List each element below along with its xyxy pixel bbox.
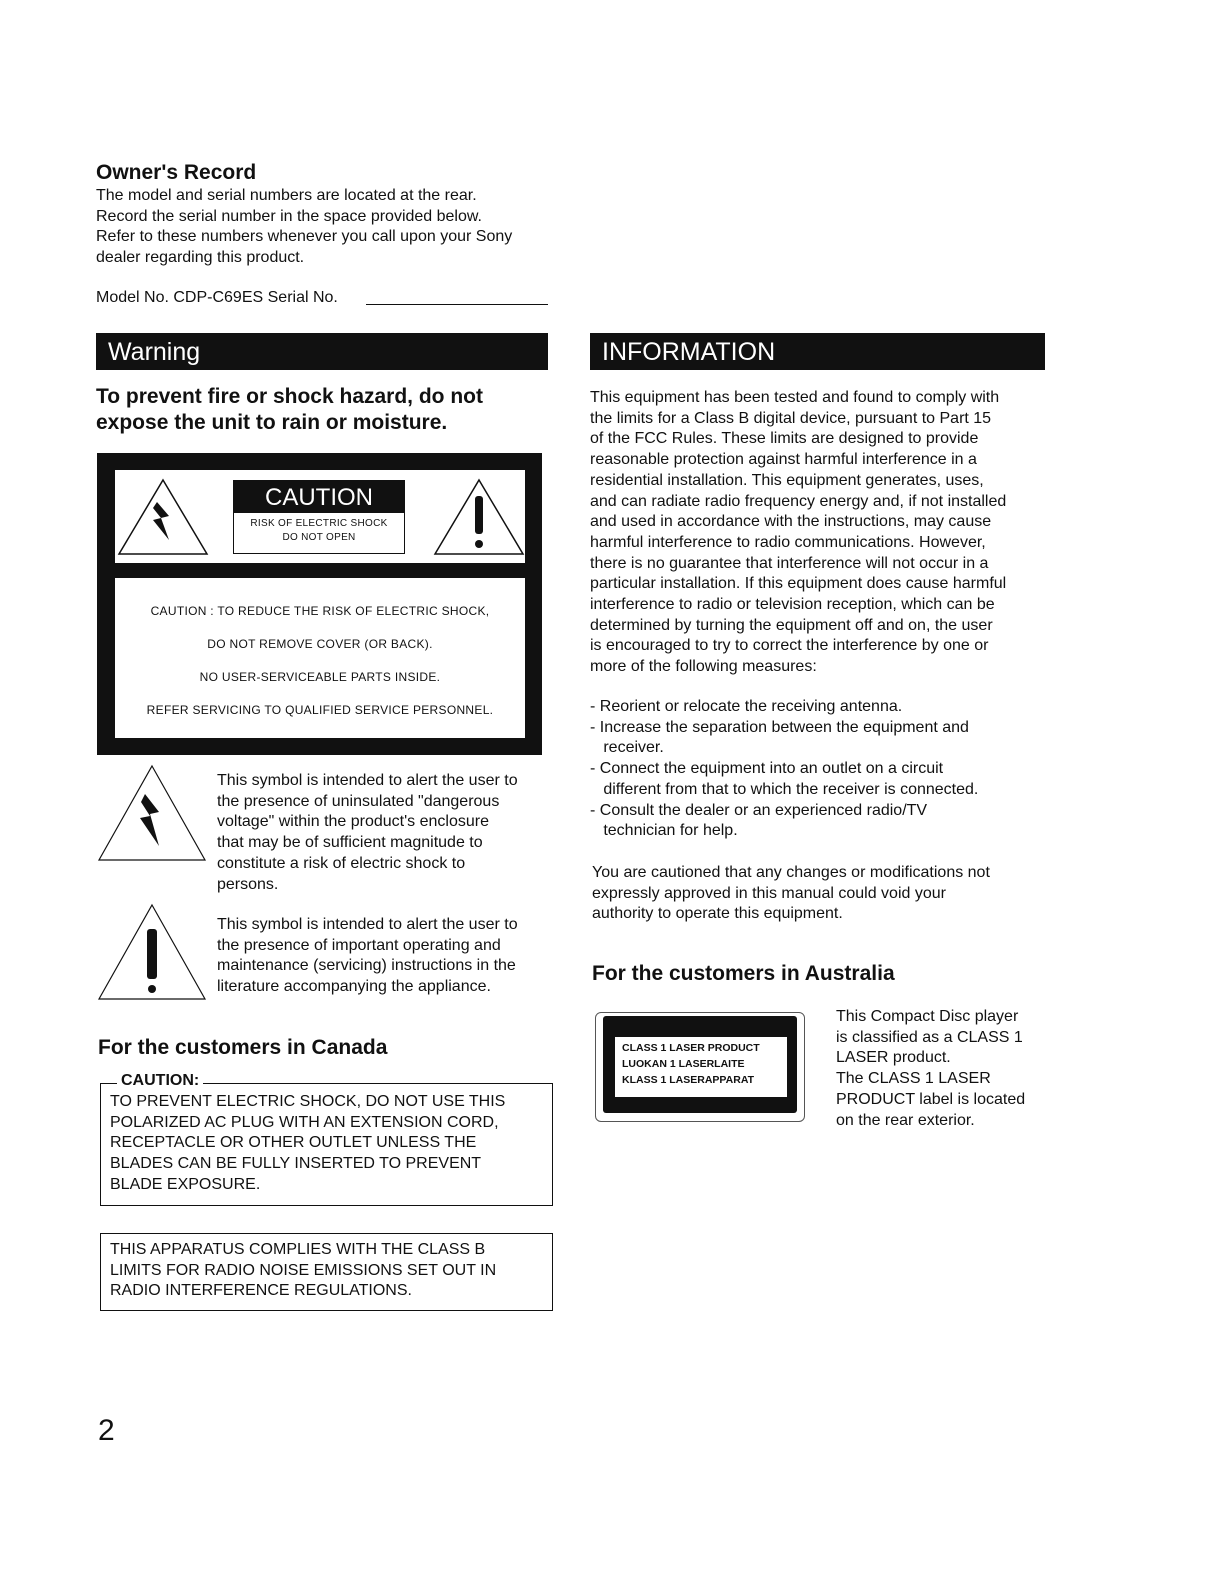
australia-heading: For the customers in Australia [592,962,895,985]
list-item: - Reorient or relocate the receiving antenna. [590,698,903,715]
caution-top-panel [115,470,525,563]
text-line: BLADE EXPOSURE. [110,1175,261,1193]
text-line: persons. [217,875,279,893]
text-line: and can radiate radio frequency energy and, if not installed [590,492,1007,510]
caution-line: NO USER-SERVICEABLE PARTS INSIDE. [199,670,441,684]
caution-line: CAUTION : TO REDUCE THE RISK OF ELECTRIC SHOCK, [150,604,490,618]
text-line: Refer to these numbers whenever you call upon your Sony [96,228,513,246]
text-line: RECEPTACLE OR OTHER OUTLET UNLESS THE [110,1134,477,1152]
text-line: LASER product. [836,1049,951,1067]
text-line: there is no guarantee that interference will not occur in a [590,554,989,572]
text-line: POLARIZED AC PLUG WITH AN EXTENSION CORD, [110,1113,499,1131]
text-line: that may be of sufficient magnitude to [217,834,483,852]
serial-blank [366,304,548,305]
text-line: interference to radio or television reception, which can be [590,596,995,614]
caution-bottom-panel [115,578,525,738]
lightning-triangle-icon [117,478,209,556]
warning-heading [96,384,483,436]
model-line [96,288,338,309]
list-item: technician for help. [590,822,738,840]
text-line: the presence of uninsulated "dangerous [217,792,500,810]
text-line: authority to operate this equipment. [592,905,843,923]
list-item: receiver. [590,739,664,757]
text-line: Record the serial number in the space provided below. [96,207,482,225]
text-line: You are cautioned that any changes or modifications not [592,864,990,881]
warning-bar: Warning [96,333,548,370]
text-line: is classified as a CLASS 1 [836,1028,1023,1046]
text-line: dealer regarding this product. [96,249,305,267]
text-line: TO PREVENT ELECTRIC SHOCK, DO NOT USE THIS [110,1093,506,1110]
text-line: and used in accordance with the instructions, may cause [590,513,992,531]
information-paragraph [590,388,1006,678]
text-line: harmful interference to radio communications. However, [590,533,986,551]
text-line: determined by turning the equipment off and on, the user [590,616,993,634]
caution-box [233,480,405,554]
measures-list [590,697,978,842]
caution-label [97,453,542,755]
owners-record-text [96,186,512,269]
apparatus-text [110,1240,496,1302]
text-line: maintenance (servicing) instructions in the [217,957,516,975]
text-line: This symbol is intended to alert the user to [217,916,518,933]
model-text: Model No. CDP-C69ES Serial No. [96,289,338,306]
laser-label [595,1012,805,1122]
list-item: - Increase the separation between the equipment and [590,718,969,736]
canada-caution-text [110,1092,505,1196]
text-line: The model and serial numbers are located at the rear. [96,187,477,204]
text-line: on the rear exterior. [836,1111,975,1129]
label-line: KLASS 1 LASERAPPARAT [622,1074,755,1086]
caution-title: CAUTION [234,481,404,513]
text-line: literature accompanying the appliance. [217,978,491,996]
text-line: more of the following measures: [590,658,817,676]
text-line: This equipment has been tested and found to comply with [590,389,1000,406]
list-item: - Connect the equipment into an outlet on a circuit [590,760,944,778]
text-line: the limits for a Class B digital device, pursuant to Part 15 [590,409,992,427]
caution-line: DO NOT REMOVE COVER (OR BACK). [207,637,433,651]
caution-sub: DO NOT OPEN [282,532,356,543]
list-item: - Consult the dealer or an experienced radio/TV [590,801,928,819]
text-line: the presence of important operating and [217,936,501,954]
owners-record-title: Owner's Record [96,161,257,184]
text-line: expressly approved in this manual could void your [592,884,946,902]
canada-caution-box [100,1072,553,1206]
text-line: RADIO INTERFERENCE REGULATIONS. [110,1282,412,1300]
text-line: THIS APPARATUS COMPLIES WITH THE CLASS B [110,1241,486,1258]
list-item: different from that to which the receiver is connected. [590,780,979,798]
text-line: This symbol is intended to alert the user to [217,772,518,789]
text-line: This Compact Disc player [836,1008,1019,1025]
text-line: residential installation. This equipment generates, uses, [590,471,984,489]
information-bar: INFORMATION [590,333,1045,370]
laser-label-text [615,1037,787,1097]
text-line: PRODUCT label is located [836,1090,1026,1108]
caution-sub: RISK OF ELECTRIC SHOCK [250,518,388,529]
text-line: constitute a risk of electric shock to [217,854,466,872]
apparatus-box [100,1233,553,1311]
heading-line: expose the unit to rain or moisture. [96,411,448,434]
exclamation-triangle-icon [433,478,525,556]
label-line: LUOKAN 1 LASERLAITE [622,1058,745,1070]
page-number: 2 [98,1414,115,1447]
canada-heading: For the customers in Canada [98,1036,388,1059]
text-line: particular installation. If this equipment does cause harmful [590,575,1007,593]
text-line: BLADES CAN BE FULLY INSERTED TO PREVENT [110,1155,482,1173]
caution-label-text: CAUTION: [117,1072,203,1090]
caution-line: REFER SERVICING TO QUALIFIED SERVICE PERSONNEL. [146,703,494,717]
symbol-2-text [217,915,518,998]
text-line: of the FCC Rules. These limits are designed to provide [590,430,979,448]
text-line: LIMITS FOR RADIO NOISE EMISSIONS SET OUT IN [110,1261,497,1279]
laser-label-frame [603,1016,797,1113]
exclamation-triangle-icon [97,903,207,1001]
label-line: CLASS 1 LASER PRODUCT [622,1042,760,1054]
lightning-triangle-icon [97,764,207,862]
text-line: The CLASS 1 LASER [836,1070,991,1088]
text-line: is encouraged to try to correct the interference by one or [590,637,989,655]
text-line: reasonable protection against harmful interference in a [590,451,977,469]
heading-line: To prevent fire or shock hazard, do not [96,385,483,408]
text-line: voltage" within the product's enclosure [217,813,489,831]
modifications-paragraph [592,863,990,925]
symbol-1-text [217,771,518,895]
australia-text [836,1007,1025,1131]
